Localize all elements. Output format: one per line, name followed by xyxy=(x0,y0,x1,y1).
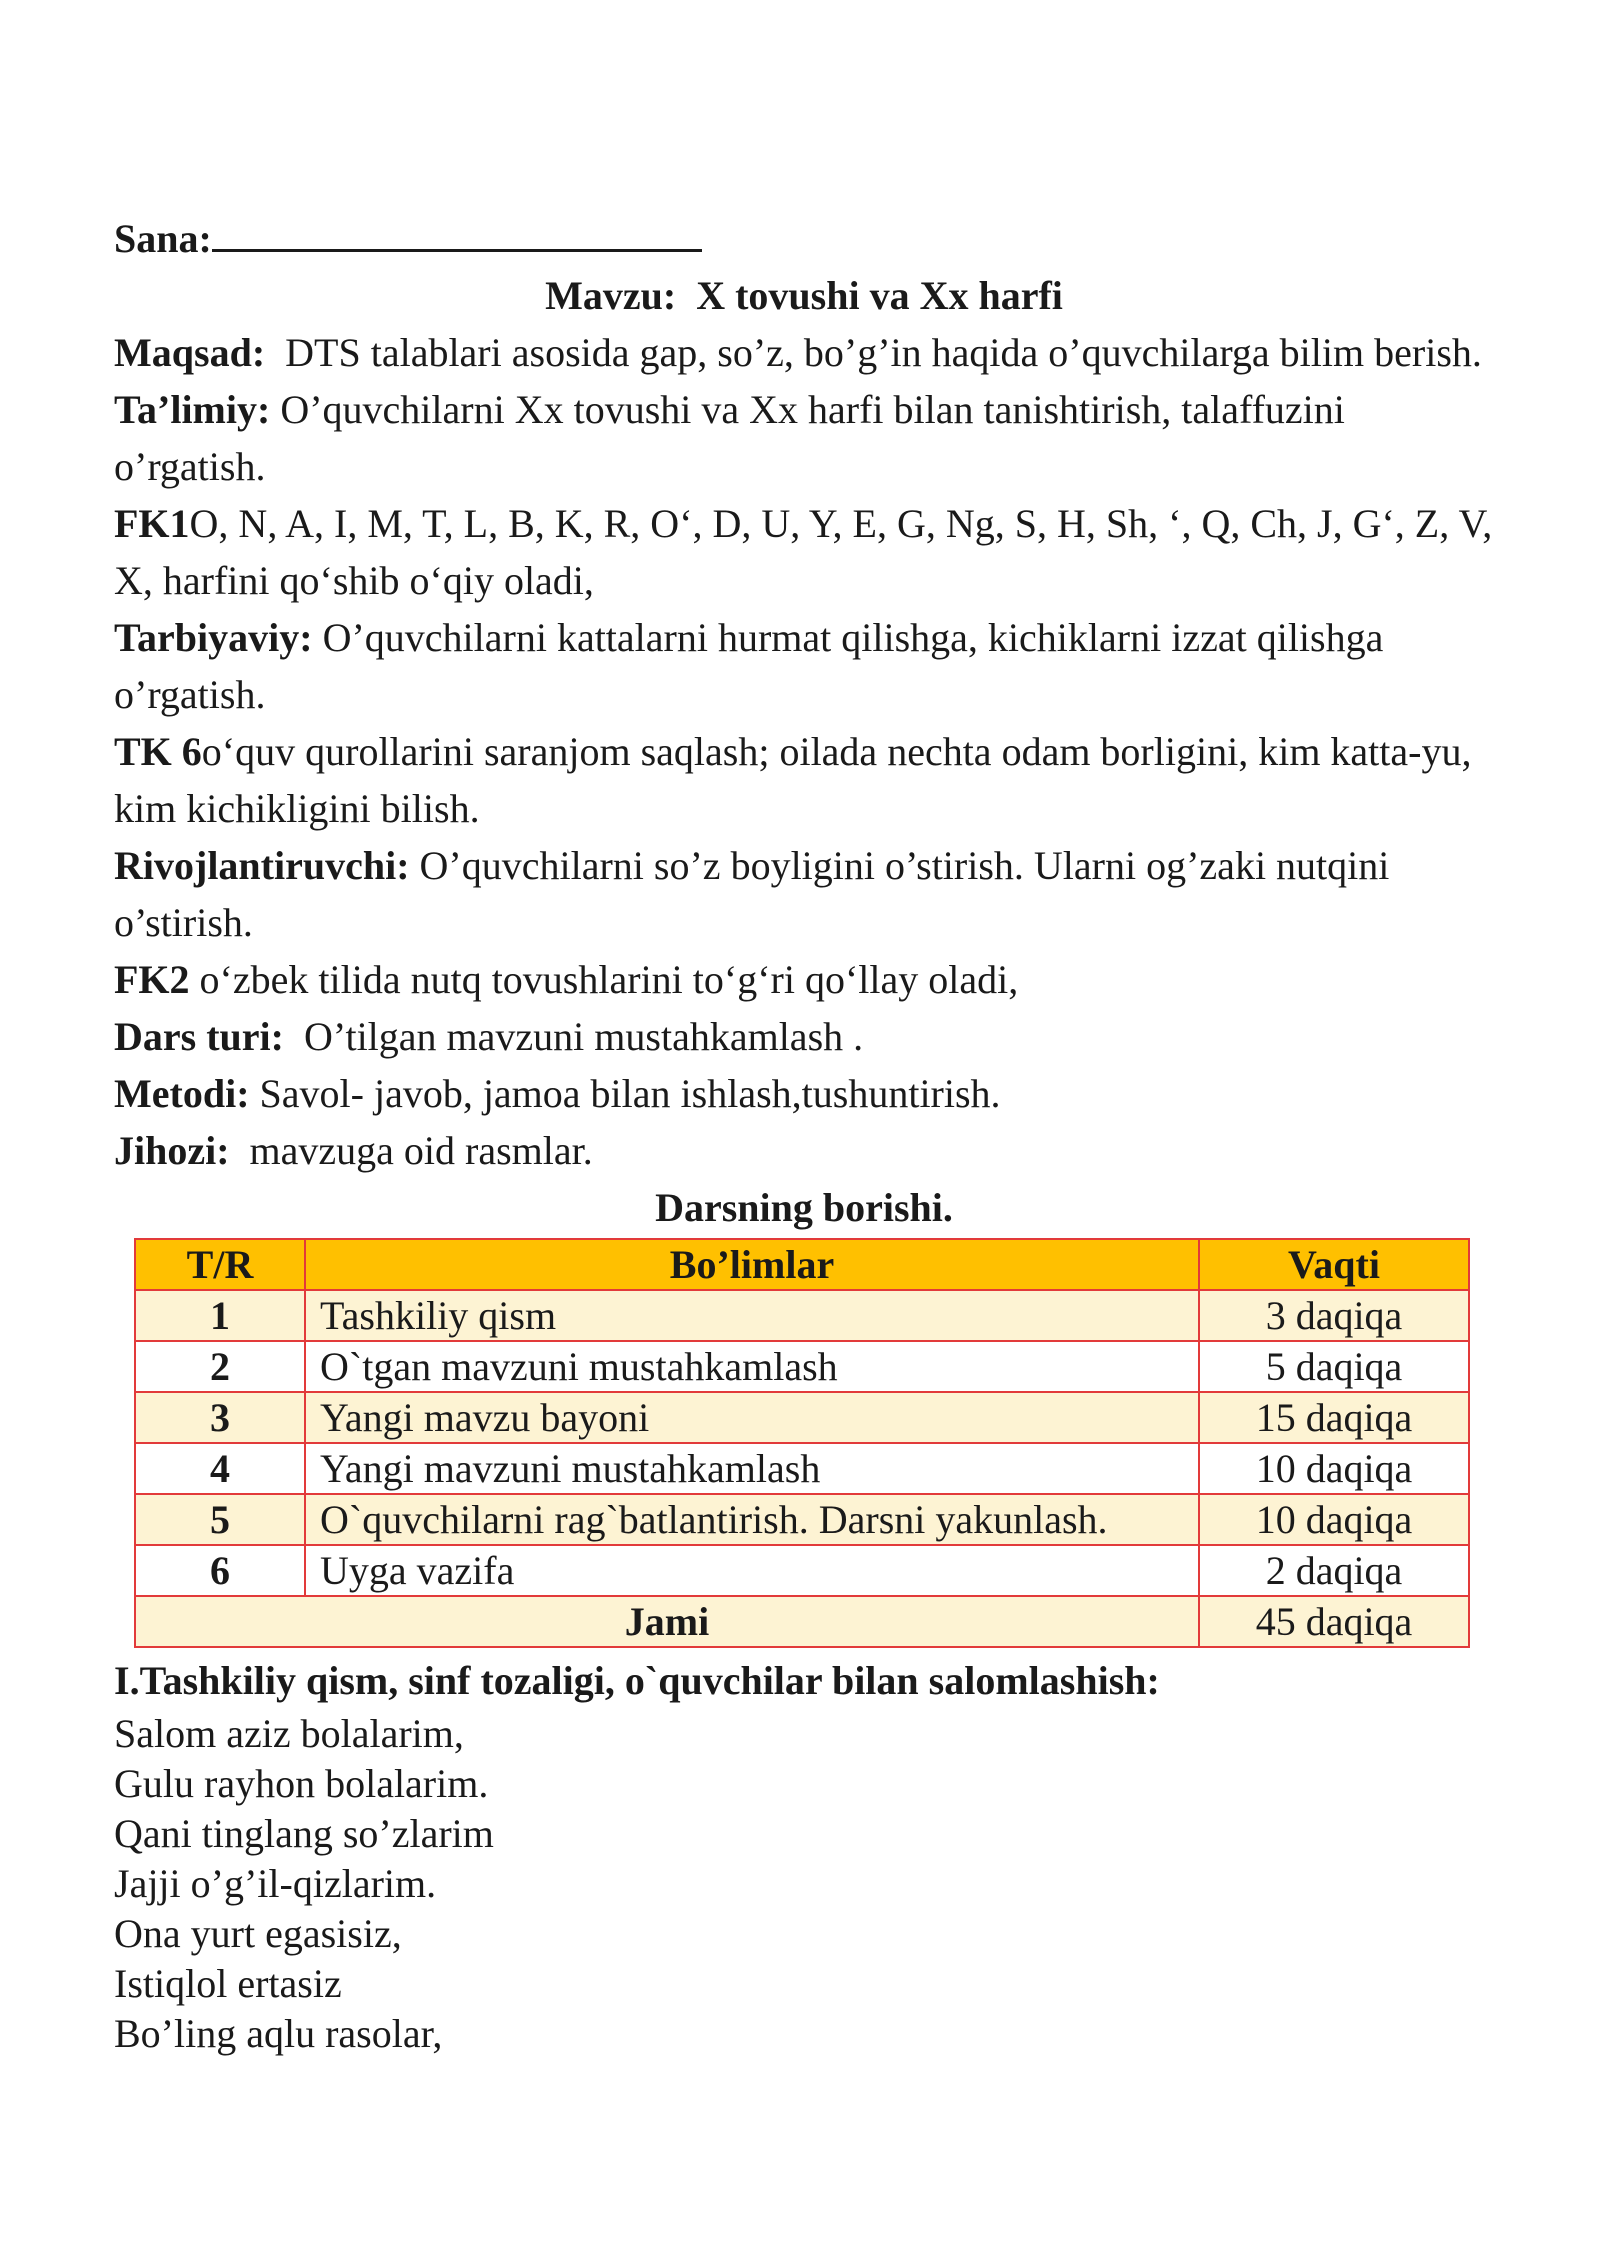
date-label: Sana: xyxy=(114,216,212,261)
date-line xyxy=(114,210,1494,267)
row-section: Yangi mavzuni mustahkamlash xyxy=(305,1443,1199,1494)
lesson-type-text: O’tilgan mavzuni mustahkamlash . xyxy=(303,1014,864,1059)
greeting-poem xyxy=(114,1709,1494,2059)
goal-paragraph xyxy=(114,324,1494,381)
table-row xyxy=(135,1341,1469,1392)
fk1-paragraph xyxy=(114,495,1494,609)
equipment-line xyxy=(114,1122,1494,1179)
upbringing-label: Tarbiyaviy: xyxy=(114,615,313,660)
equipment-text: mavzuga oid rasmlar. xyxy=(249,1128,593,1173)
poem-line: Istiqlol ertasiz xyxy=(114,1961,342,2006)
fk1-text: O, N, A, I, M, T, L, B, K, R, O‘, D, U, Y, E, G, Ng, S, H, Sh, ‘, Q, Ch, J, G‘, Z, V, X, harfini qo‘shib o‘qiy oladi, xyxy=(114,501,1493,603)
row-time: 15 daqiqa xyxy=(1199,1392,1469,1443)
total-time: 45 daqiqa xyxy=(1199,1596,1469,1647)
upbringing-text: O’quvchilarni kattalarni hurmat qilishga, kichiklarni izzat qilishga o’rgatish. xyxy=(114,615,1384,717)
fk2-label: FK2 xyxy=(114,957,190,1002)
row-section: Tashkiliy qism xyxy=(305,1290,1199,1341)
header-number: T/R xyxy=(135,1239,305,1290)
row-time: 3 daqiqa xyxy=(1199,1290,1469,1341)
row-number: 1 xyxy=(135,1290,305,1341)
header-time: Vaqti xyxy=(1199,1239,1469,1290)
row-number: 5 xyxy=(135,1494,305,1545)
date-blank xyxy=(212,215,702,252)
goal-text: DTS talablari asosida gap, so’z, bo’g’in haqida o’quvchilarga bilim berish. xyxy=(285,330,1482,375)
row-time: 2 daqiqa xyxy=(1199,1545,1469,1596)
lesson-schedule-table xyxy=(134,1238,1470,1648)
row-section: O`tgan mavzuni mustahkamlash xyxy=(305,1341,1199,1392)
method-line xyxy=(114,1065,1494,1122)
lesson-plan xyxy=(114,210,1494,2059)
poem-line: Ona yurt egasisiz, xyxy=(114,1911,402,1956)
topic-text: X tovushi va Xx harfi xyxy=(696,273,1063,318)
method-text: Savol- javob, jamoa bilan ishlash,tushuntirish. xyxy=(259,1071,1001,1116)
table-row xyxy=(135,1494,1469,1545)
lesson-type-label: Dars turi: xyxy=(114,1014,284,1059)
table-row xyxy=(135,1545,1469,1596)
educational-paragraph xyxy=(114,381,1494,495)
row-time: 5 daqiqa xyxy=(1199,1341,1469,1392)
table-total-row xyxy=(135,1596,1469,1647)
upbringing-paragraph xyxy=(114,609,1494,723)
educational-label: Ta’limiy: xyxy=(114,387,271,432)
equipment-label: Jihozi: xyxy=(114,1128,230,1173)
topic-label: Mavzu: xyxy=(545,273,677,318)
row-number: 6 xyxy=(135,1545,305,1596)
poem-line: Gulu rayhon bolalarim. xyxy=(114,1761,489,1806)
table-row xyxy=(135,1392,1469,1443)
fk2-paragraph xyxy=(114,951,1494,1008)
poem-line: Bo’ling aqlu rasolar, xyxy=(114,2011,443,2056)
fk1-label: FK1 xyxy=(114,501,190,546)
goal-label: Maqsad: xyxy=(114,330,266,375)
table-row xyxy=(135,1443,1469,1494)
header-sections: Bo’limlar xyxy=(305,1239,1199,1290)
poem-line: Qani tinglang so’zlarim xyxy=(114,1811,494,1856)
table-row xyxy=(135,1290,1469,1341)
poem-line: Salom aziz bolalarim, xyxy=(114,1711,464,1756)
section-heading: I.Tashkiliy qism, sinf tozaligi, o`quvchilar bilan salomlashish: xyxy=(114,1658,1160,1703)
row-number: 3 xyxy=(135,1392,305,1443)
topic-line xyxy=(114,267,1494,324)
tk6-text: o‘quv qurollarini saranjom saqlash; oilada nechta odam borligini, kim katta-yu, kim kichikligini bilish. xyxy=(114,729,1472,831)
table-header-row xyxy=(135,1239,1469,1290)
tk6-label: TK 6 xyxy=(114,729,202,774)
row-section: O`quvchilarni rag`batlantirish. Darsni yakunlash. xyxy=(305,1494,1199,1545)
lesson-type-line xyxy=(114,1008,1494,1065)
row-section: Uyga vazifa xyxy=(305,1545,1199,1596)
total-label: Jami xyxy=(135,1596,1199,1647)
tk6-paragraph xyxy=(114,723,1494,837)
row-time: 10 daqiqa xyxy=(1199,1443,1469,1494)
developmental-label: Rivojlantiruvchi: xyxy=(114,843,410,888)
row-number: 2 xyxy=(135,1341,305,1392)
method-label: Metodi: xyxy=(114,1071,250,1116)
fk2-text: o‘zbek tilida nutq tovushlarini to‘g‘ri qo‘llay oladi, xyxy=(199,957,1019,1002)
poem-line: Jajji o’g’il-qizlarim. xyxy=(114,1861,437,1906)
educational-text: O’quvchilarni Xx tovushi va Xx harfi bilan tanishtirish, talaffuzini o’rgatish. xyxy=(114,387,1345,489)
table-title: Darsning borishi. xyxy=(655,1185,953,1230)
row-number: 4 xyxy=(135,1443,305,1494)
developmental-text: O’quvchilarni so’z boyligini o’stirish. Ularni og’zaki nutqini o’stirish. xyxy=(114,843,1390,945)
row-time: 10 daqiqa xyxy=(1199,1494,1469,1545)
row-section: Yangi mavzu bayoni xyxy=(305,1392,1199,1443)
developmental-paragraph xyxy=(114,837,1494,951)
